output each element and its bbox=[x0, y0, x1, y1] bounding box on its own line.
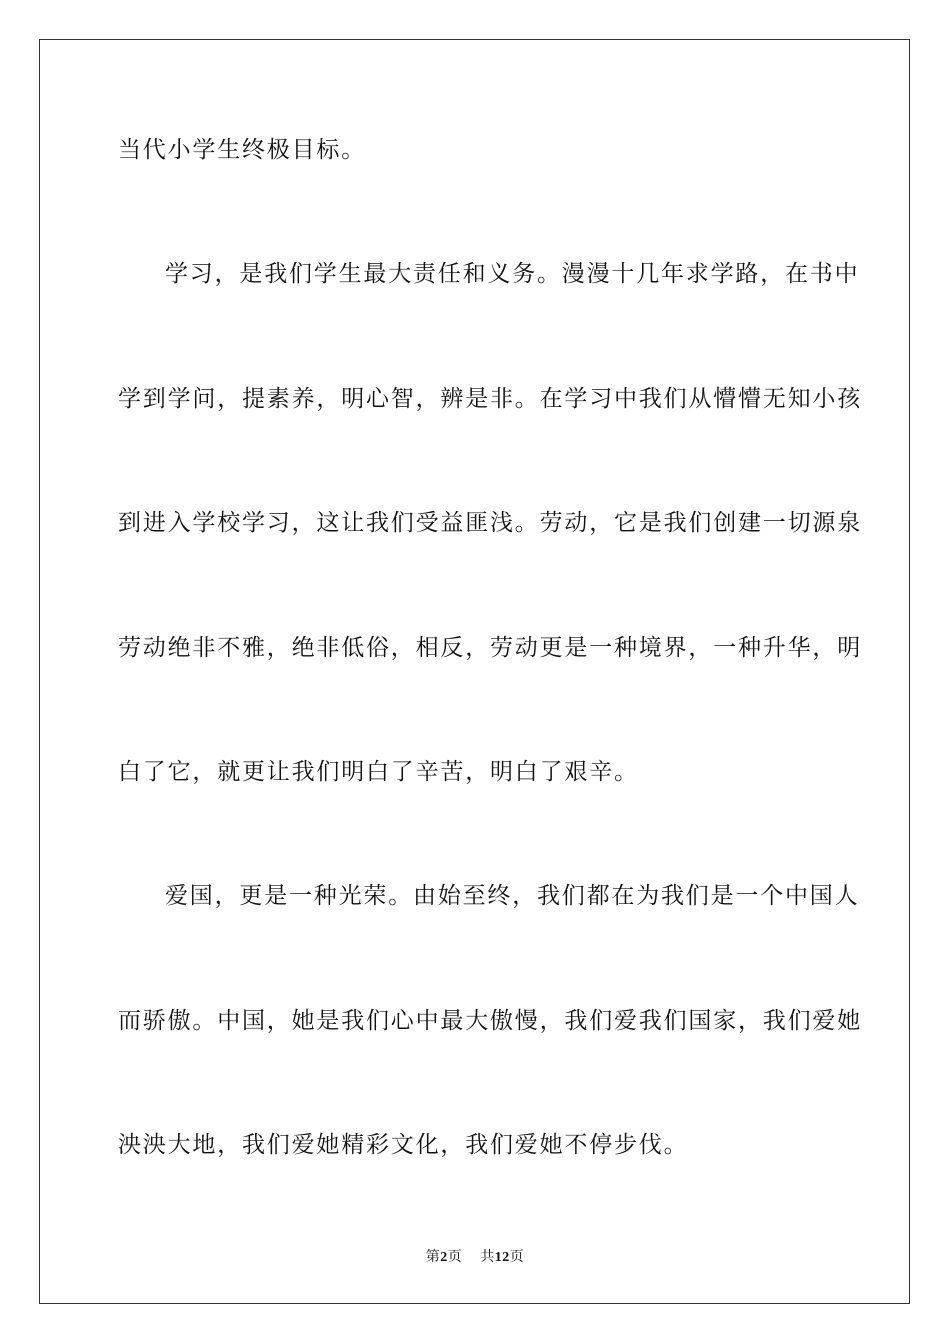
page-number: 2 bbox=[440, 1250, 448, 1265]
text-line-9: 泱泱大地，我们爱她精彩文化，我们爱她不停步伐。 bbox=[118, 1132, 689, 1158]
text-line-4: 到进入学校学习，这让我们受益匪浅。劳动，它是我们创建一切源泉 bbox=[118, 510, 862, 536]
total-suffix: 页 bbox=[509, 1249, 525, 1265]
total-pages: 12 bbox=[494, 1250, 510, 1265]
text-line-7: 爱国，更是一种光荣。由始至终，我们都在为我们是一个中国人 bbox=[165, 883, 860, 909]
page-border bbox=[39, 39, 910, 1304]
page-prefix: 第 bbox=[425, 1249, 441, 1265]
text-line-6: 白了它，就更让我们明白了辛苦，明白了艰辛。 bbox=[118, 759, 639, 785]
text-line-3: 学到学问，提素养，明心智，辨是非。在学习中我们从懵懵无知小孩 bbox=[118, 386, 862, 412]
text-line-1: 当代小学生终极目标。 bbox=[118, 137, 366, 163]
page-footer bbox=[0, 1247, 950, 1268]
page-suffix: 页 bbox=[447, 1249, 463, 1265]
text-line-5: 劳动绝非不雅，绝非低俗，相反，劳动更是一种境界，一种升华，明 bbox=[118, 635, 862, 661]
total-prefix: 共 bbox=[480, 1249, 495, 1265]
text-line-2: 学习，是我们学生最大责任和义务。漫漫十几年求学路，在书中 bbox=[165, 261, 860, 287]
text-line-8: 而骄傲。中国，她是我们心中最大傲慢，我们爱我们国家，我们爱她 bbox=[118, 1008, 862, 1034]
